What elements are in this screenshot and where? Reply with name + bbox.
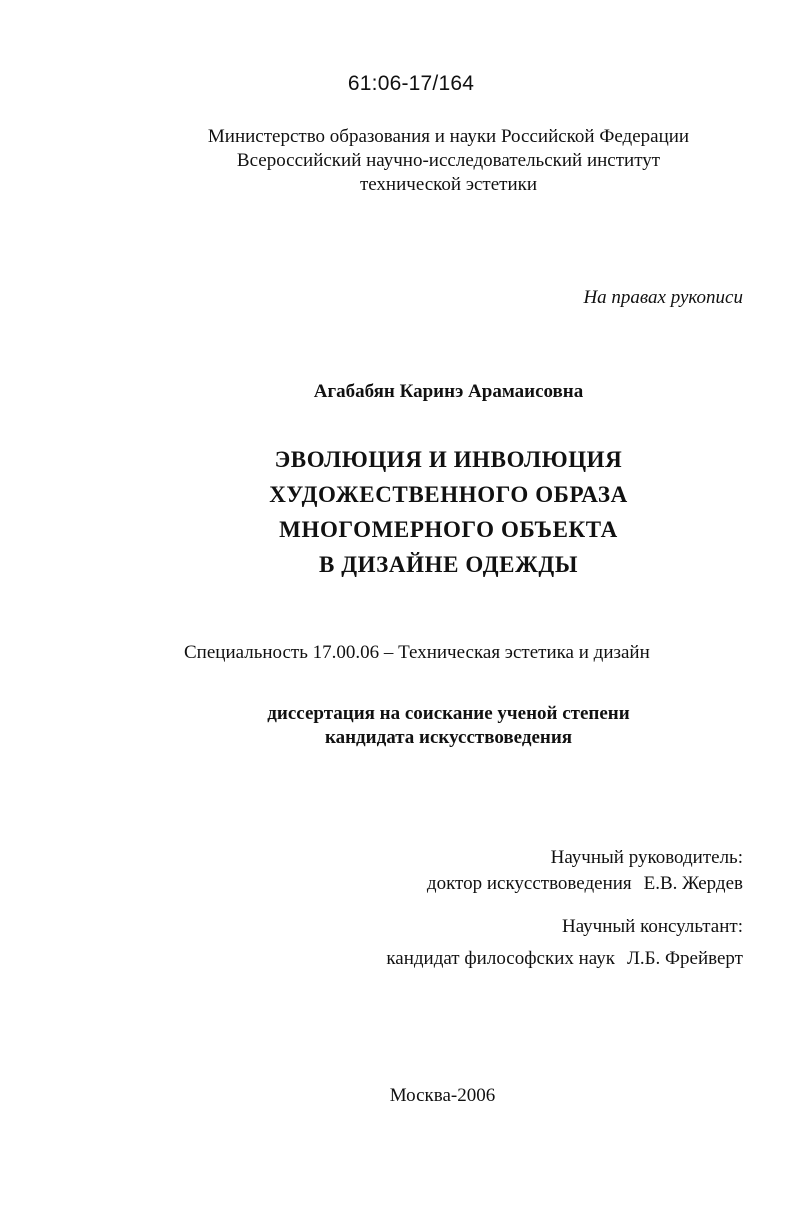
author-name: Агабабян Каринэ Арамаисовна <box>313 381 584 402</box>
consultant-name: Л.Б. Фрейверт <box>626 948 743 969</box>
supervisor-degree: доктор искусствоведения <box>426 873 632 894</box>
title-line-2: ХУДОЖЕСТВЕННОГО ОБРАЗА <box>269 482 628 507</box>
specialty-line: Специальность 17.00.06 – Техническая эстетика и дизайн <box>184 642 650 663</box>
supervisor-name: Е.В. Жердев <box>643 873 743 894</box>
consultant-block <box>386 914 743 972</box>
dissertation-title <box>0 442 797 582</box>
consultant-details <box>386 946 743 972</box>
title-line-1: ЭВОЛЮЦИЯ И ИНВОЛЮЦИЯ <box>274 447 623 472</box>
ministry-name: Министерство образования и науки Российской Федерации <box>207 126 690 147</box>
supervisor-label: Научный руководитель: <box>550 847 743 868</box>
registry-code: 61:06-17/164 <box>347 72 475 95</box>
institute-name-line2: технической эстетики <box>359 174 538 195</box>
manuscript-note: На правах рукописи <box>583 287 743 308</box>
city-year: Москва-2006 <box>389 1085 496 1106</box>
title-line-3: МНОГОМЕРНОГО ОБЪЕКТА <box>279 517 618 542</box>
institution-block <box>0 125 797 197</box>
degree-statement <box>0 702 797 750</box>
degree-line-1: диссертация на соискание ученой степени <box>267 703 630 724</box>
supervisor-block <box>427 845 743 897</box>
supervisor-details <box>427 871 743 897</box>
title-line-4: В ДИЗАЙНЕ ОДЕЖДЫ <box>318 552 579 577</box>
consultant-label: Научный консультант: <box>561 916 743 937</box>
consultant-degree: кандидат философских наук <box>386 948 615 969</box>
degree-line-2: кандидата искусствоведения <box>324 727 573 748</box>
institute-name-line1: Всероссийский научно-исследовательский институт <box>236 150 661 171</box>
